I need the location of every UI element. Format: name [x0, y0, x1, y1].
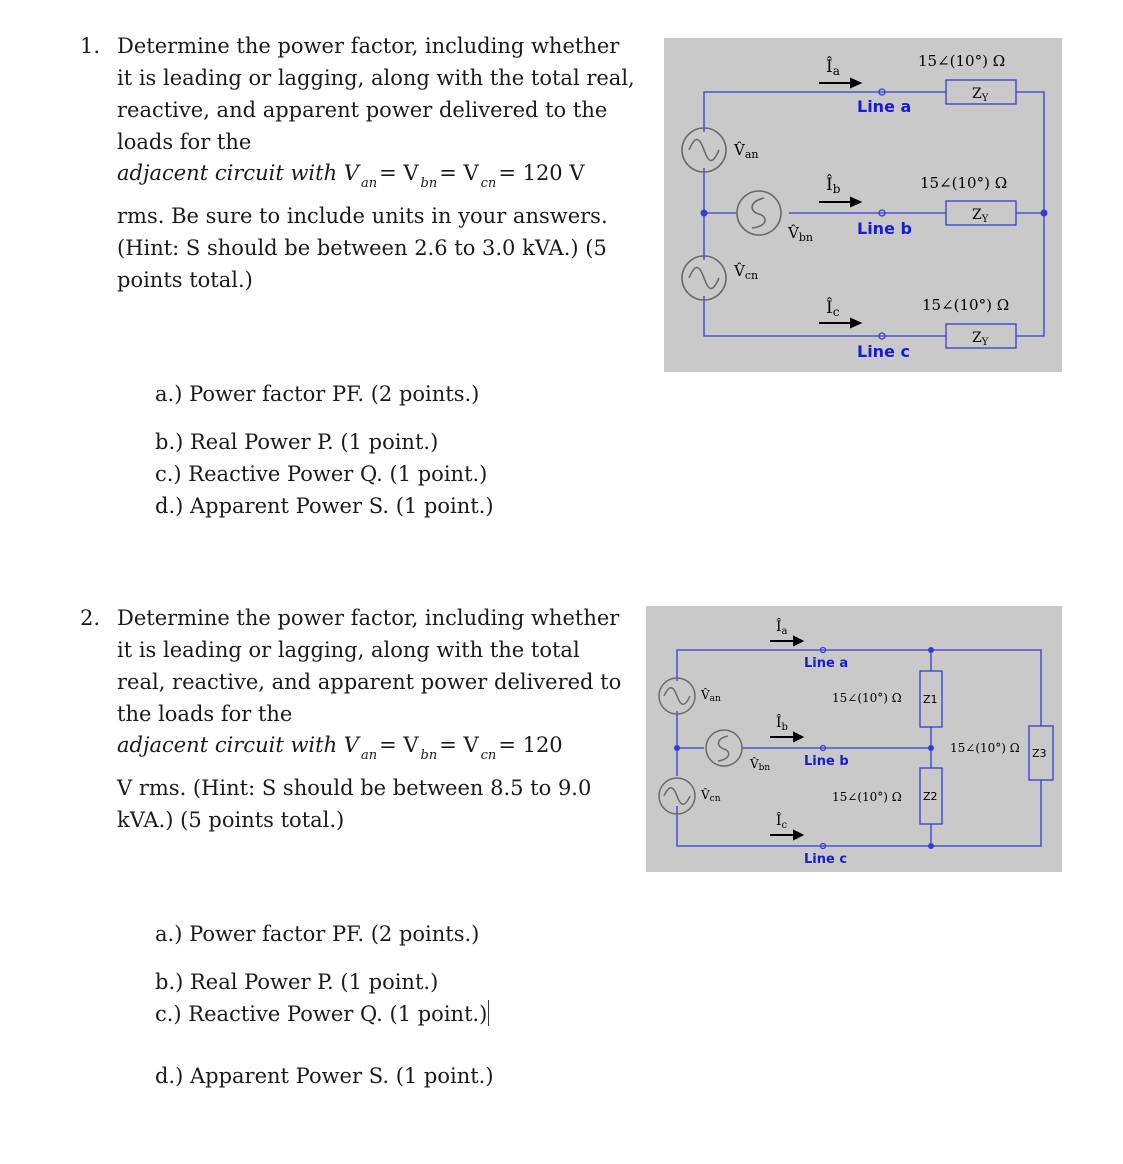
q2-equation: adjacent circuit with V $_{an}$= V $_{bn}$= V $_{cn}$= 120 — [117, 733, 563, 763]
question-2 — [80, 602, 640, 836]
q2-source-label-bn: V̂bn — [750, 757, 771, 773]
text-cursor — [488, 1000, 489, 1026]
q1-line-b-label: Line b — [857, 219, 912, 238]
q1-text-line-6: rms. Be sure to include units in your answers. — [117, 204, 608, 228]
q2-part-c[interactable]: c.) Reactive Power Q. (1 point.) — [155, 1002, 488, 1026]
question-1-number: 1. — [80, 34, 101, 58]
q2-current-arrows — [770, 637, 802, 839]
q2-text-line-1: Determine the power factor, including whether — [117, 606, 620, 630]
q1-line-c-label: Line c — [857, 342, 910, 361]
q1-part-b: b.) Real Power P. (1 point.) — [155, 430, 439, 454]
q1-circuit-svg — [664, 38, 1062, 372]
q1-current-arrows — [819, 79, 860, 327]
q2-source-label-an: V̂an — [701, 688, 721, 704]
q1-equation: adjacent circuit with V $_{an}$= V $_{bn}$= V $_{cn}$= 120 V — [117, 161, 585, 191]
q2-text-line-7: kVA.) (5 points total.) — [117, 808, 345, 832]
q1-text-line-7: (Hint: S should be between 2.6 to 3.0 kVA.) (5 — [117, 236, 607, 260]
q2-z2-label: Z2 — [923, 790, 938, 803]
q2-impedance-value-z3: 15∠(10°) Ω — [950, 741, 1020, 755]
q1-text-line-1: Determine the power factor, including whether — [117, 34, 620, 58]
q1-circuit-diagram — [664, 38, 1062, 372]
q1-source-label-cn: $V̂_{cn}$ — [734, 262, 759, 282]
q1-part-d: d.) Apparent Power S. (1 point.) — [155, 494, 494, 518]
q2-z3-label: Z3 — [1032, 747, 1047, 760]
q1-zy-label-a: $Z_Y$ — [972, 86, 989, 104]
q2-impedance-value-z1: 15∠(10°) Ω — [832, 691, 902, 705]
q2-line-c-label: Line c — [804, 852, 848, 867]
q1-text-line-3: reactive, and apparent power delivered to the — [117, 98, 608, 122]
q1-impedance-value-a: 15∠(10°) Ω — [918, 52, 1006, 70]
q1-zy-label-b: $Z_Y$ — [972, 207, 989, 225]
q2-current-c: $Î_c$ — [776, 813, 788, 831]
question-2-parts — [155, 918, 494, 1092]
question-1-parts — [155, 378, 494, 522]
q1-line-a-label: Line a — [857, 97, 912, 116]
q2-line-a-label: Line a — [804, 656, 849, 671]
q1-zy-label-c: $Z_Y$ — [972, 330, 989, 348]
q1-impedance-value-b: 15∠(10°) Ω — [920, 174, 1008, 192]
q2-text-line-3: real, reactive, and apparent power delivered to — [117, 670, 622, 694]
q2-part-b: b.) Real Power P. (1 point.) — [155, 970, 439, 994]
q1-part-c: c.) Reactive Power Q. (1 point.) — [155, 462, 488, 486]
q2-z1-label: Z1 — [923, 693, 938, 706]
q1-current-b: Îb — [826, 175, 841, 196]
question-1 — [80, 30, 640, 296]
q1-text-line-4: loads for the — [117, 130, 252, 154]
q1-text-line-2: it is leading or lagging, along with the total real, — [117, 66, 635, 90]
q2-current-a: $Î_a$ — [776, 619, 788, 637]
q2-line-b-label: Line b — [804, 754, 849, 769]
q2-text-line-2: it is leading or lagging, along with the total — [117, 638, 580, 662]
q2-part-a: a.) Power factor PF. (2 points.) — [155, 922, 480, 946]
q2-text-line-6: V rms. (Hint: S should be between 8.5 to 9.0 — [117, 776, 592, 800]
q1-sources — [682, 128, 781, 300]
question-2-number: 2. — [80, 606, 101, 630]
q2-part-d: d.) Apparent Power S. (1 point.) — [155, 1064, 494, 1088]
q1-impedance-value-c: 15∠(10°) Ω — [922, 296, 1010, 314]
q2-source-label-cn: V̂cn — [701, 788, 721, 804]
source-bn-icon — [737, 191, 781, 235]
q2-circuit-diagram — [646, 606, 1062, 872]
q2-text-line-4: the loads for the — [117, 702, 293, 726]
source-bn-icon — [706, 730, 742, 766]
q2-impedance-value-z2: 15∠(10°) Ω — [832, 790, 902, 804]
q2-circuit-svg — [646, 606, 1062, 872]
q1-current-a: Îa — [826, 57, 840, 78]
q1-source-label-an: $V̂_{an}$ — [734, 141, 759, 161]
q1-current-c: Îc — [826, 298, 840, 319]
q1-part-a: a.) Power factor PF. (2 points.) — [155, 382, 480, 406]
q1-text-line-8: points total.) — [117, 268, 253, 292]
q1-source-label-bn: $V̂_{bn}$ — [788, 224, 813, 244]
q2-current-b: $Î_b$ — [776, 715, 788, 733]
